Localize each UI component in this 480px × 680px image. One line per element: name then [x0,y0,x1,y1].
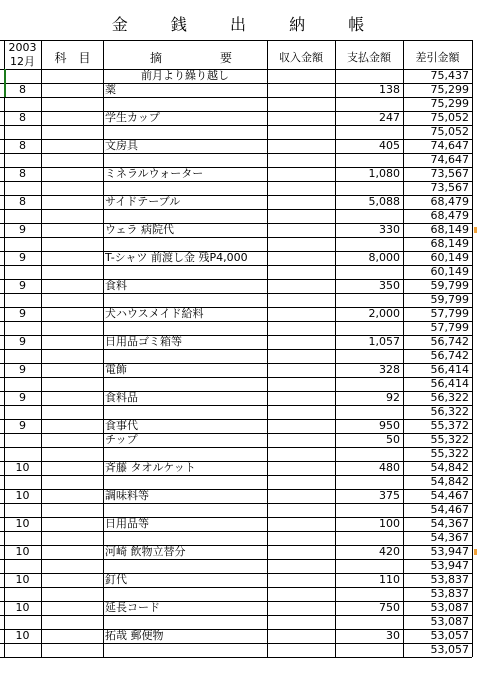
description-cell[interactable] [103,587,267,601]
balance-cell[interactable]: 56,322 [430,391,469,404]
header-tekiyou-right[interactable]: 要 [220,51,233,65]
kamoku-cell[interactable] [41,181,103,195]
kamoku-cell[interactable] [41,251,103,265]
payment-cell[interactable]: 420 [379,545,400,558]
payment-cell[interactable]: 5,088 [368,195,400,208]
kamoku-cell[interactable] [41,405,103,419]
kamoku-cell[interactable] [41,195,103,209]
balance-cell[interactable]: 74,647 [430,139,469,152]
description-cell[interactable] [103,321,267,335]
date-cell[interactable] [4,265,41,279]
balance-cell[interactable]: 68,149 [430,237,469,250]
date-cell[interactable] [4,475,41,489]
description-cell[interactable] [103,293,267,307]
income-cell[interactable] [267,615,335,629]
income-cell[interactable] [267,307,335,321]
date-cell[interactable]: 9 [19,335,26,348]
kamoku-cell[interactable] [41,167,103,181]
balance-cell[interactable]: 75,052 [430,111,469,124]
kamoku-cell[interactable] [41,573,103,587]
date-cell[interactable]: 9 [19,251,26,264]
income-cell[interactable] [267,265,335,279]
balance-cell[interactable]: 56,742 [430,335,469,348]
income-cell[interactable] [267,223,335,237]
header-kamoku[interactable]: 科 目 [54,51,91,65]
balance-cell[interactable]: 53,057 [430,629,469,642]
date-cell[interactable] [4,643,41,657]
description-cell[interactable] [103,181,267,195]
income-cell[interactable] [267,391,335,405]
payment-cell[interactable] [335,349,403,363]
kamoku-cell[interactable] [41,559,103,573]
balance-cell[interactable]: 53,087 [430,615,469,628]
payment-cell[interactable] [335,559,403,573]
balance-cell[interactable]: 73,567 [430,181,469,194]
title-char: 納 [289,15,310,34]
income-cell[interactable] [267,321,335,335]
kamoku-cell[interactable] [41,139,103,153]
payment-cell[interactable] [335,531,403,545]
title-char: 銭 [170,15,191,34]
income-cell[interactable] [267,419,335,433]
row-divider [0,40,472,41]
income-cell[interactable] [267,167,335,181]
payment-cell[interactable] [335,265,403,279]
payment-cell[interactable] [335,377,403,391]
date-cell[interactable]: 10 [15,461,30,474]
income-cell[interactable] [267,377,335,391]
description-cell[interactable]: 犬ハウスメイド給料 [105,307,204,320]
description-cell[interactable] [103,531,267,545]
kamoku-cell[interactable] [41,503,103,517]
description-cell[interactable]: 前月より繰り越し [141,69,229,82]
description-cell[interactable] [103,615,267,629]
payment-cell[interactable]: 2,000 [368,307,400,320]
income-cell[interactable] [267,629,335,643]
comment-marker [474,549,477,555]
payment-cell[interactable]: 1,080 [368,167,400,180]
balance-cell[interactable]: 68,149 [430,223,469,236]
balance-cell[interactable]: 53,087 [430,601,469,614]
income-cell[interactable] [267,587,335,601]
kamoku-cell[interactable] [41,153,103,167]
balance-cell[interactable]: 75,299 [430,97,469,110]
kamoku-cell[interactable] [41,377,103,391]
balance-cell[interactable]: 54,367 [430,517,469,530]
kamoku-cell[interactable] [41,587,103,601]
kamoku-cell[interactable] [41,223,103,237]
kamoku-cell[interactable] [41,643,103,657]
date-cell[interactable] [4,125,41,139]
balance-cell[interactable]: 53,837 [430,587,469,600]
column-divider [472,40,473,657]
income-cell[interactable] [267,69,335,83]
kamoku-cell[interactable] [41,293,103,307]
row-divider [0,657,472,658]
description-cell[interactable] [103,559,267,573]
balance-cell[interactable]: 53,837 [430,573,469,586]
kamoku-cell[interactable] [41,517,103,531]
description-cell[interactable]: 河崎 飲物立替分 [105,545,186,558]
kamoku-cell[interactable] [41,419,103,433]
income-cell[interactable] [267,111,335,125]
description-cell[interactable]: 文房具 [105,139,138,152]
description-cell[interactable]: 延長コード [105,601,160,614]
balance-cell[interactable]: 53,947 [430,545,469,558]
balance-cell[interactable]: 55,372 [430,419,469,432]
income-cell[interactable] [267,405,335,419]
description-cell[interactable] [103,349,267,363]
balance-cell[interactable]: 54,467 [430,503,469,516]
payment-cell[interactable] [335,587,403,601]
description-cell[interactable]: ウェラ 病院代 [105,223,175,236]
date-cell[interactable] [4,69,41,83]
description-cell[interactable] [103,153,267,167]
payment-cell[interactable] [335,643,403,657]
payment-cell[interactable]: 92 [386,391,400,404]
balance-cell[interactable]: 56,414 [430,363,469,376]
balance-cell[interactable]: 53,947 [430,559,469,572]
date-cell[interactable] [4,321,41,335]
kamoku-cell[interactable] [41,321,103,335]
kamoku-cell[interactable] [41,615,103,629]
description-cell[interactable] [103,97,267,111]
description-cell[interactable]: チップ [105,433,138,446]
payment-cell[interactable] [335,293,403,307]
balance-cell[interactable]: 60,149 [430,265,469,278]
title-char: 金 [111,15,132,34]
income-cell[interactable] [267,279,335,293]
date-cell[interactable]: 8 [19,111,26,124]
payment-cell[interactable] [335,237,403,251]
payment-cell[interactable]: 480 [379,461,400,474]
income-cell[interactable] [267,503,335,517]
income-cell[interactable] [267,153,335,167]
balance-cell[interactable]: 73,567 [430,167,469,180]
date-cell[interactable] [4,615,41,629]
kamoku-cell[interactable] [41,209,103,223]
description-cell[interactable] [103,265,267,279]
kamoku-cell[interactable] [41,433,103,447]
description-cell[interactable]: ミネラルウォーター [105,167,204,180]
income-cell[interactable] [267,209,335,223]
date-cell[interactable] [4,433,41,447]
kamoku-cell[interactable] [41,125,103,139]
payment-cell[interactable]: 30 [386,629,400,642]
payment-cell[interactable] [335,69,403,83]
date-cell[interactable] [4,531,41,545]
description-cell[interactable]: 日用品ゴミ箱等 [105,335,182,348]
date-cell[interactable]: 9 [19,279,26,292]
description-cell[interactable] [103,405,267,419]
payment-cell[interactable] [335,447,403,461]
header-balance[interactable]: 差引金額 [415,51,460,64]
date-cell[interactable]: 9 [19,419,26,432]
description-cell[interactable]: 調味料等 [105,489,149,502]
comment-marker [474,227,477,233]
payment-cell[interactable]: 328 [379,363,400,376]
balance-cell[interactable]: 68,479 [430,209,469,222]
balance-cell[interactable]: 53,057 [430,643,469,656]
date-cell[interactable]: 9 [19,307,26,320]
income-cell[interactable] [267,517,335,531]
income-cell[interactable] [267,545,335,559]
income-cell[interactable] [267,293,335,307]
kamoku-cell[interactable] [41,335,103,349]
kamoku-cell[interactable] [41,601,103,615]
balance-cell[interactable]: 54,842 [430,475,469,488]
balance-cell[interactable]: 59,799 [430,293,469,306]
payment-cell[interactable]: 1,057 [368,335,400,348]
date-cell[interactable] [4,587,41,601]
income-cell[interactable] [267,433,335,447]
description-cell[interactable] [103,377,267,391]
kamoku-cell[interactable] [41,545,103,559]
income-cell[interactable] [267,181,335,195]
payment-cell[interactable]: 330 [379,223,400,236]
income-cell[interactable] [267,97,335,111]
description-cell[interactable]: 斉藤 タオルケット [105,461,196,474]
income-cell[interactable] [267,363,335,377]
kamoku-cell[interactable] [41,237,103,251]
kamoku-cell[interactable] [41,97,103,111]
payment-cell[interactable] [335,209,403,223]
payment-cell[interactable]: 110 [379,573,400,586]
balance-cell[interactable]: 57,799 [430,307,469,320]
income-cell[interactable] [267,601,335,615]
kamoku-cell[interactable] [41,307,103,321]
balance-cell[interactable]: 75,299 [430,83,469,96]
payment-cell[interactable] [335,503,403,517]
date-cell[interactable] [4,153,41,167]
header-payment[interactable]: 支払金額 [347,51,391,64]
payment-cell[interactable]: 138 [379,83,400,96]
payment-cell[interactable]: 950 [379,419,400,432]
income-cell[interactable] [267,139,335,153]
payment-cell[interactable] [335,97,403,111]
kamoku-cell[interactable] [41,349,103,363]
description-cell[interactable]: 学生カップ [105,111,160,124]
date-cell[interactable] [4,405,41,419]
description-cell[interactable]: 電飾 [105,363,127,376]
description-cell[interactable]: 食事代 [105,419,138,432]
date-cell[interactable]: 10 [15,517,30,530]
income-cell[interactable] [267,83,335,97]
description-cell[interactable] [103,643,267,657]
date-cell[interactable] [4,447,41,461]
date-cell[interactable]: 8 [19,167,26,180]
payment-cell[interactable]: 375 [379,489,400,502]
payment-cell[interactable] [335,153,403,167]
balance-cell[interactable]: 75,052 [430,125,469,138]
date-cell[interactable]: 8 [19,139,26,152]
balance-cell[interactable]: 60,149 [430,251,469,264]
date-cell[interactable]: 9 [19,223,26,236]
balance-cell[interactable]: 55,322 [430,433,469,446]
balance-cell[interactable]: 59,799 [430,279,469,292]
date-cell[interactable] [4,97,41,111]
date-cell[interactable]: 10 [15,489,30,502]
balance-cell[interactable]: 56,414 [430,377,469,390]
date-cell[interactable] [4,559,41,573]
payment-cell[interactable]: 100 [379,517,400,530]
income-cell[interactable] [267,461,335,475]
income-cell[interactable] [267,489,335,503]
payment-cell[interactable]: 247 [379,111,400,124]
description-cell[interactable]: 拓哉 郵便物 [105,629,164,642]
description-cell[interactable]: サイドテーブル [105,195,181,208]
date-cell[interactable]: 9 [19,363,26,376]
description-cell[interactable] [103,209,267,223]
balance-cell[interactable]: 68,479 [430,195,469,208]
date-cell[interactable]: 9 [19,391,26,404]
date-cell[interactable]: 10 [15,601,30,614]
income-cell[interactable] [267,251,335,265]
description-cell[interactable]: 食料品 [105,391,138,404]
date-cell[interactable] [4,181,41,195]
sheet-title [0,14,480,36]
header-tekiyou-left[interactable]: 摘 [150,51,163,65]
income-cell[interactable] [267,643,335,657]
balance-cell[interactable]: 54,467 [430,489,469,502]
balance-cell[interactable]: 74,647 [430,153,469,166]
description-cell[interactable]: 日用品等 [105,517,149,530]
date-cell[interactable]: 10 [15,573,30,586]
payment-cell[interactable]: 350 [379,279,400,292]
kamoku-cell[interactable] [41,629,103,643]
date-cell[interactable] [4,377,41,391]
payment-cell[interactable]: 405 [379,139,400,152]
date-cell[interactable]: 8 [19,83,26,96]
header-income[interactable]: 収入金額 [279,51,323,64]
date-cell[interactable]: 8 [19,195,26,208]
description-cell[interactable] [103,237,267,251]
date-cell[interactable] [4,209,41,223]
date-cell[interactable] [4,237,41,251]
kamoku-cell[interactable] [41,83,103,97]
date-cell[interactable] [4,349,41,363]
kamoku-cell[interactable] [41,489,103,503]
payment-cell[interactable]: 750 [379,601,400,614]
kamoku-cell[interactable] [41,447,103,461]
income-cell[interactable] [267,125,335,139]
balance-cell[interactable]: 56,742 [430,349,469,362]
payment-cell[interactable] [335,405,403,419]
income-cell[interactable] [267,237,335,251]
income-cell[interactable] [267,573,335,587]
payment-cell[interactable] [335,475,403,489]
kamoku-cell[interactable] [41,531,103,545]
kamoku-cell[interactable] [41,391,103,405]
payment-cell[interactable]: 8,000 [368,251,400,264]
kamoku-cell[interactable] [41,279,103,293]
title-char: 出 [229,15,250,34]
payment-cell[interactable]: 50 [386,433,400,446]
payment-cell[interactable] [335,321,403,335]
income-cell[interactable] [267,335,335,349]
balance-cell[interactable]: 55,322 [430,447,469,460]
description-cell[interactable]: T-シャツ 前渡し金 残P4,000 [105,251,248,264]
payment-cell[interactable] [335,181,403,195]
title-char: 帳 [348,15,369,34]
balance-cell[interactable]: 54,842 [430,461,469,474]
balance-cell[interactable]: 57,799 [430,321,469,334]
description-cell[interactable] [103,125,267,139]
income-cell[interactable] [267,531,335,545]
income-cell[interactable] [267,349,335,363]
balance-cell[interactable]: 75,437 [430,69,469,82]
income-cell[interactable] [267,559,335,573]
date-cell[interactable] [4,503,41,517]
description-cell[interactable]: 釘代 [105,573,127,586]
kamoku-cell[interactable] [41,461,103,475]
balance-cell[interactable]: 56,322 [430,405,469,418]
kamoku-cell[interactable] [41,475,103,489]
date-cell[interactable]: 10 [15,629,30,642]
income-cell[interactable] [267,195,335,209]
payment-cell[interactable] [335,125,403,139]
kamoku-cell[interactable] [41,265,103,279]
balance-cell[interactable]: 54,367 [430,531,469,544]
date-cell[interactable] [4,293,41,307]
kamoku-cell[interactable] [41,111,103,125]
header-year[interactable]: 2003 [8,41,37,54]
income-cell[interactable] [267,447,335,461]
description-cell[interactable]: 食料 [105,279,127,292]
income-cell[interactable] [267,475,335,489]
description-cell[interactable] [103,503,267,517]
kamoku-cell[interactable] [41,69,103,83]
description-cell[interactable] [103,475,267,489]
header-month[interactable]: 12月 [10,55,35,68]
description-cell[interactable] [103,447,267,461]
kamoku-cell[interactable] [41,363,103,377]
date-cell[interactable]: 10 [15,545,30,558]
description-cell[interactable]: 薬 [105,83,116,96]
payment-cell[interactable] [335,615,403,629]
